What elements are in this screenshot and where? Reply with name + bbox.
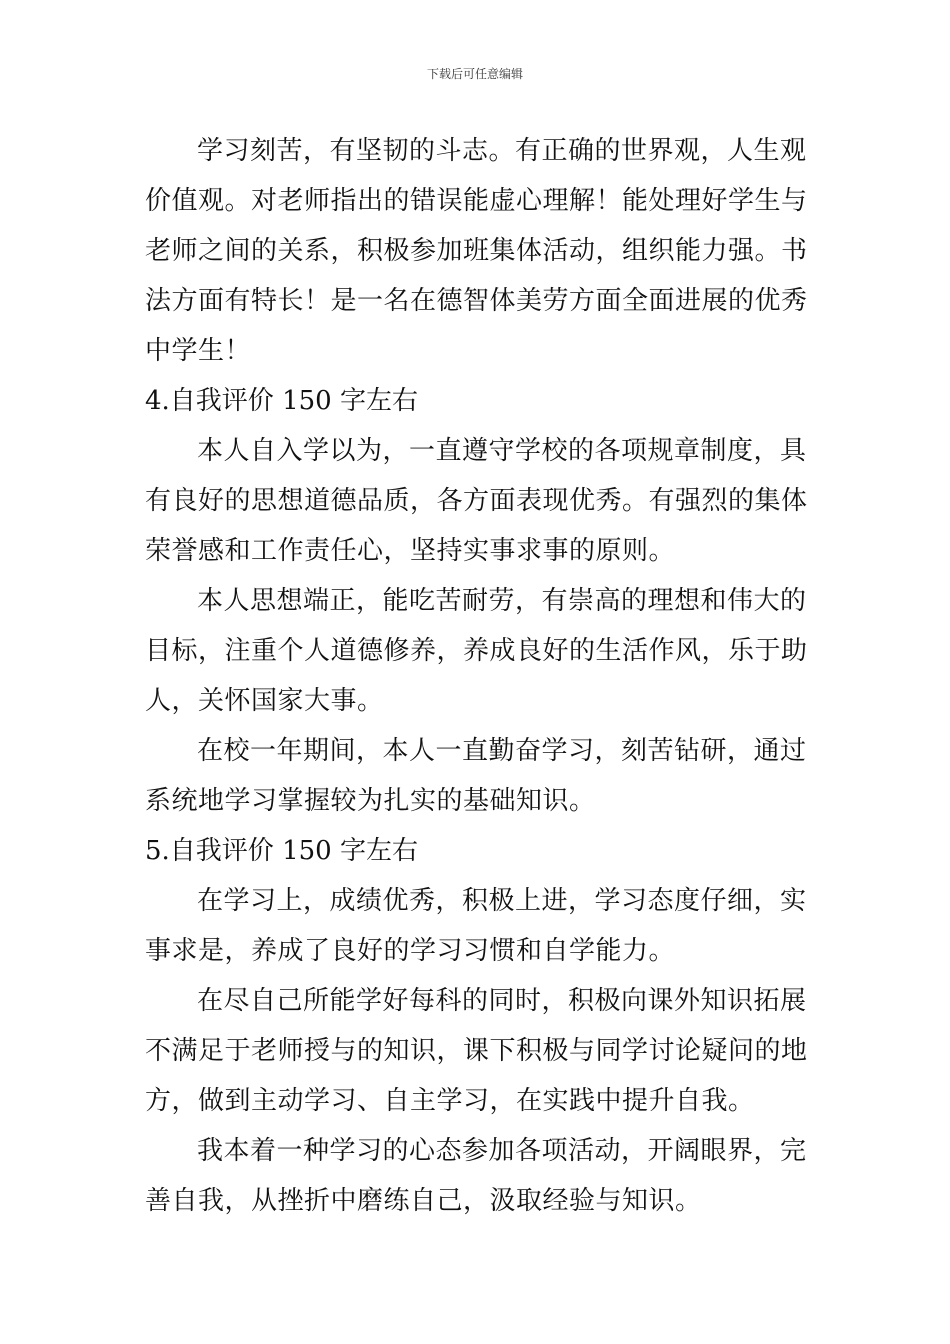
text-line: 目标，注重个人道德修养，养成良好的生活作风，乐于助	[145, 636, 808, 666]
section-heading: 4.自我评价 150 字左右	[145, 386, 418, 416]
text-line: 本人自入学以为，一直遵守学校的各项规章制度，具	[197, 436, 807, 466]
section-heading: 5.自我评价 150 字左右	[145, 836, 418, 866]
text-line: 价值观。对老师指出的错误能虚心理解！能处理好学生与	[145, 186, 808, 216]
text-line: 法方面有特长！是一名在德智体美劳方面全面进展的优秀	[145, 286, 808, 316]
text-line: 系统地学习掌握较为扎实的基础知识。	[145, 786, 596, 816]
text-line: 我本着一种学习的心态参加各项活动，开阔眼界，完	[197, 1136, 807, 1166]
text-line: 方，做到主动学习、自主学习，在实践中提升自我。	[145, 1086, 755, 1116]
text-line: 在尽自己所能学好每科的同时，积极向课外知识拓展	[197, 986, 807, 1016]
text-line: 善自我，从挫折中磨练自己，汲取经验与知识。	[145, 1186, 702, 1216]
document-body	[145, 126, 810, 1226]
text-line: 在校一年期间，本人一直勤奋学习，刻苦钻研，通过	[197, 736, 807, 766]
text-line: 本人思想端正，能吃苦耐劳，有崇高的理想和伟大的	[197, 586, 807, 616]
text-line: 中学生！	[145, 336, 252, 366]
text-line: 老师之间的关系，积极参加班集体活动，组织能力强。书	[145, 236, 808, 266]
text-line: 荣誉感和工作责任心，坚持实事求事的原则。	[145, 536, 676, 566]
text-line: 不满足于老师授与的知识，课下积极与同学讨论疑问的地	[145, 1036, 808, 1066]
text-line: 有良好的思想道德品质，各方面表现优秀。有强烈的集体	[145, 486, 808, 516]
text-line: 人，关怀国家大事。	[145, 686, 384, 716]
page-header: 下载后可任意编辑	[426, 67, 523, 81]
text-line: 事求是，养成了良好的学习习惯和自学能力。	[145, 936, 676, 966]
text-line: 学习刻苦，有坚韧的斗志。有正确的世界观，人生观	[197, 136, 807, 166]
text-line: 在学习上，成绩优秀，积极上进，学习态度仔细，实	[197, 886, 807, 916]
